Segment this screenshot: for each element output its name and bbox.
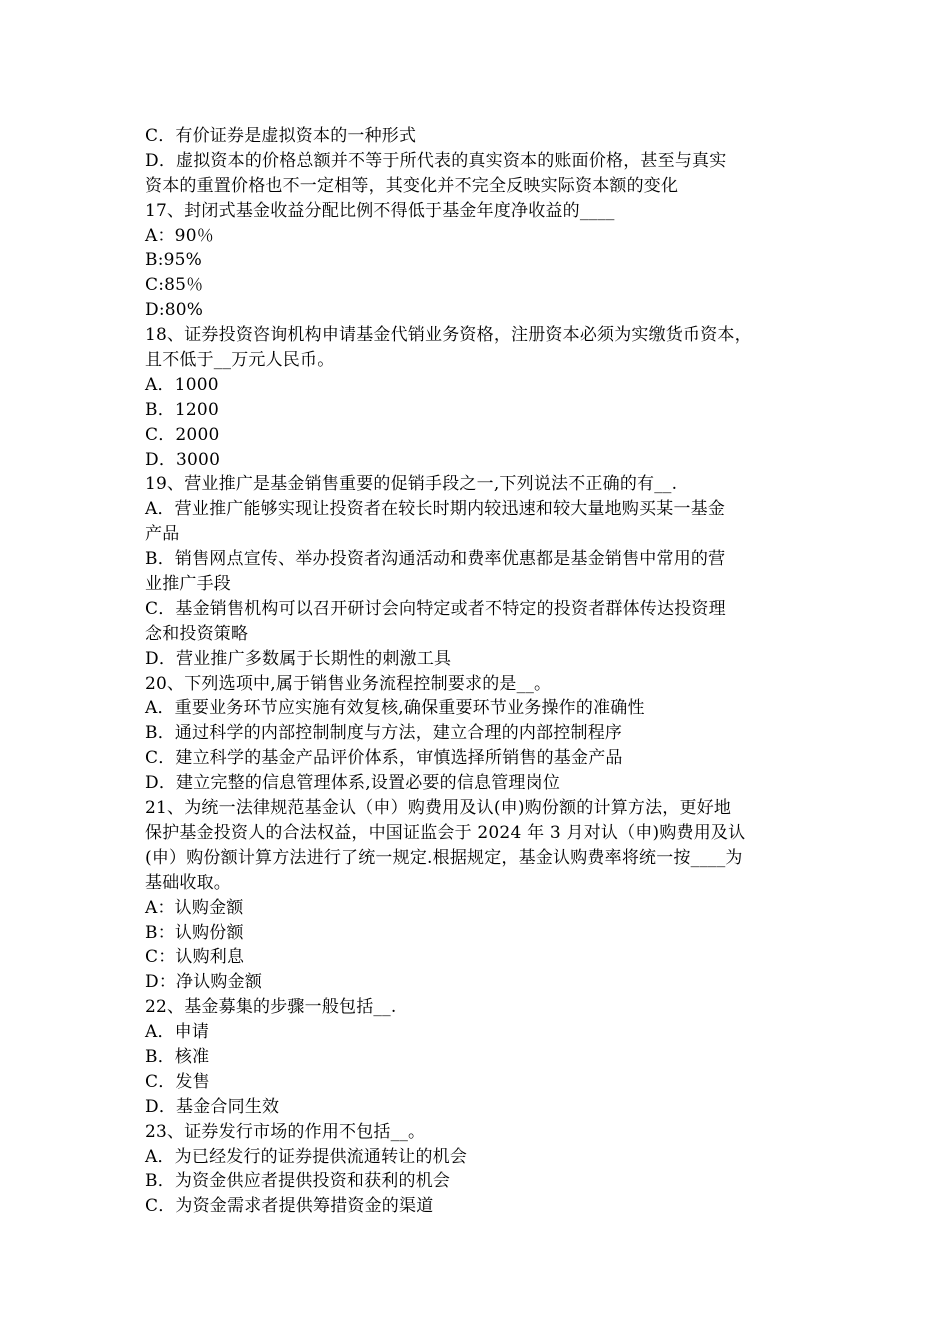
question-21-cont: 保护基金投资人的合法权益，中国证监会于 2024 年 3 月对认（申)购费用及认: [145, 822, 746, 843]
question-18: 18、证券投资咨询机构申请基金代销业务资格，注册资本必须为实缴货币资本，: [145, 325, 752, 346]
text-line: C．有价证券是虚拟资本的一种形式: [145, 126, 417, 146]
option-a: A：90％: [145, 225, 214, 246]
question-23: 23、证券发行市场的作用不包括__。: [145, 1121, 426, 1142]
option-b: B．为资金供应者提供投资和获利的机会: [145, 1171, 451, 1192]
option-d: D．营业推广多数属于长期性的刺激工具: [145, 648, 452, 669]
option-c: C:85％: [145, 275, 204, 296]
option-c: C．基金销售机构可以召开研讨会向特定或者不特定的投资者群体传达投资理: [145, 598, 726, 619]
text-line: D．虚拟资本的价格总额并不等于所代表的真实资本的账面价格，甚至与真实: [145, 150, 727, 171]
question-19: 19、营业推广是基金销售重要的促销手段之一,下列说法不正确的有__.: [145, 474, 678, 495]
question-21-cont: 基础收取。: [145, 872, 231, 893]
document-page: [145, 124, 817, 1219]
option-a: A．重要业务环节应实施有效复核,确保重要环节业务操作的准确性: [145, 698, 645, 719]
option-c: C．为资金需求者提供筹措资金的渠道: [145, 1196, 434, 1217]
option-b: B:95%: [145, 250, 203, 271]
option-c: C：认购利息: [145, 947, 245, 968]
question-18-cont: 且不低于__万元人民币。: [145, 350, 335, 371]
option-c: C．2000: [145, 424, 220, 445]
option-b: B．销售网点宣传、举办投资者沟通活动和费率优惠都是基金销售中常用的营: [145, 549, 726, 570]
option-a: A．为已经发行的证券提供流通转让的机会: [145, 1146, 468, 1167]
option-b: B．1200: [145, 399, 219, 420]
option-a-cont: 产品: [145, 524, 180, 545]
option-c-cont: 念和投资策略: [145, 623, 249, 644]
question-21: 21、为统一法律规范基金认（申）购费用及认(申)购份额的计算方法，更好地: [145, 798, 732, 819]
option-b: B：认购份额: [145, 922, 244, 943]
question-20: 20、下列选项中,属于销售业务流程控制要求的是__。: [145, 673, 552, 694]
option-b-cont: 业推广手段: [145, 574, 231, 595]
option-a: A．1000: [145, 374, 219, 395]
option-d: D:80%: [145, 300, 204, 321]
question-22: 22、基金募集的步骤一般包括__.: [145, 997, 397, 1018]
option-b: B．通过科学的内部控制制度与方法，建立合理的内部控制程序: [145, 723, 623, 744]
option-d: D．基金合同生效: [145, 1096, 280, 1117]
option-d: D．3000: [145, 449, 221, 470]
question-21-cont: (申）购份额计算方法进行了统一规定.根据规定，基金认购费率将统一按____为: [145, 847, 743, 868]
option-d: D．建立完整的信息管理体系,设置必要的信息管理岗位: [145, 773, 561, 794]
option-a: A．营业推广能够实现让投资者在较长时期内较迅速和较大量地购买某一基金: [145, 499, 726, 520]
option-a: A．申请: [145, 1022, 210, 1043]
option-a: A：认购金额: [145, 897, 244, 918]
option-d: D：净认购金额: [145, 972, 263, 993]
option-c: C．发售: [145, 1071, 210, 1092]
question-17: 17、封闭式基金收益分配比例不得低于基金年度净收益的____: [145, 200, 615, 221]
option-c: C．建立科学的基金产品评价体系，审慎选择所销售的基金产品: [145, 748, 623, 769]
option-b: B．核准: [145, 1046, 210, 1067]
text-line: 资本的重置价格也不一定相等，其变化并不完全反映实际资本额的变化: [145, 175, 679, 196]
